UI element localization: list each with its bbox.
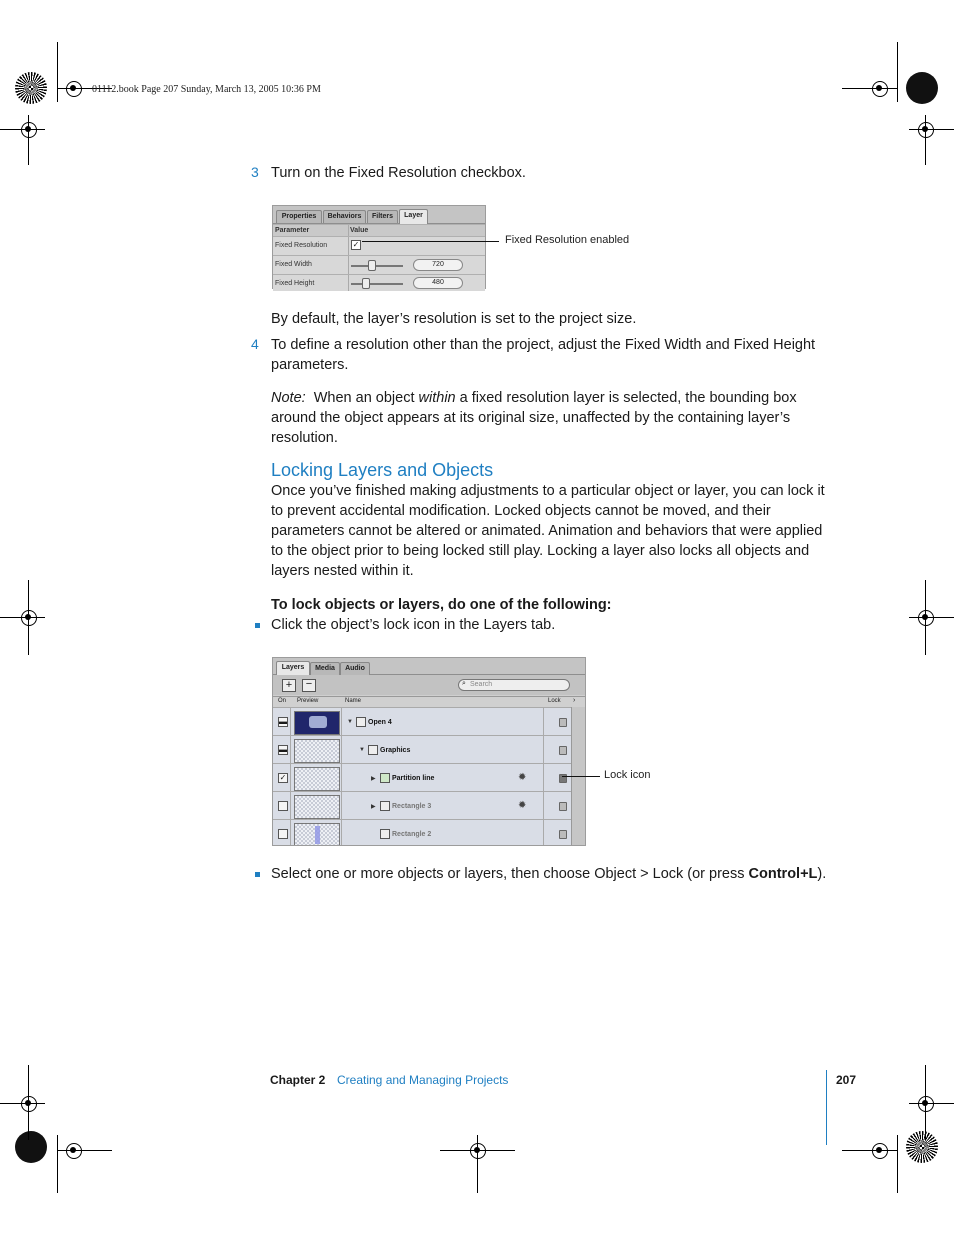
- value-column-header: Value: [350, 227, 369, 234]
- shape-object-icon: [380, 773, 390, 783]
- note-emphasis: within: [418, 390, 456, 406]
- fixed-resolution-row: [273, 236, 485, 255]
- layer-enable-checkbox[interactable]: [278, 801, 288, 811]
- disclosure-triangle-icon[interactable]: ▼: [347, 719, 353, 725]
- layer-enable-checkbox[interactable]: [278, 829, 288, 839]
- layers-toolbar: [273, 675, 585, 695]
- tab-media[interactable]: Media: [310, 662, 340, 675]
- print-stamp: 01112.book Page 207 Sunday, March 13, 2005 10:36 PM: [92, 84, 321, 95]
- bullet-item: Click the object’s lock icon in the Layers tab.: [271, 617, 556, 633]
- step-text: To define a resolution other than the project, adjust the Fixed Width and Fixed Height parameters.: [271, 337, 816, 373]
- fixed-height-value: 480: [432, 279, 444, 286]
- fixed-width-value: 720: [432, 261, 444, 268]
- fixed-resolution-label: Fixed Resolution: [275, 242, 328, 249]
- fixed-width-slider-track: [351, 265, 403, 267]
- column-header-row: [273, 224, 485, 236]
- layer-enable-checkbox[interactable]: ✓: [279, 773, 287, 782]
- column-on: On: [278, 698, 287, 704]
- bullet-icon: [255, 872, 260, 877]
- layer-preview-thumbnail: [294, 823, 340, 846]
- procedure-lead: To lock objects or layers, do one of the following:: [271, 597, 612, 613]
- footer-chapter: Chapter 2: [270, 1073, 326, 1087]
- layer-row-open-4[interactable]: [273, 707, 571, 736]
- layers-column-header: [273, 696, 585, 707]
- layers-panel: [272, 657, 586, 846]
- fixed-height-slider-track: [351, 283, 403, 285]
- shape-object-icon: [380, 829, 390, 839]
- tab-behaviors[interactable]: Behaviors: [323, 210, 366, 223]
- default-resolution-paragraph: By default, the layer’s resolution is set to the project size.: [271, 311, 637, 327]
- column-name: Name: [345, 698, 362, 704]
- keyboard-shortcut: Control+L: [748, 866, 818, 882]
- layer-preview-thumbnail: [294, 795, 340, 819]
- layer-enable-checkbox[interactable]: ▬: [279, 717, 287, 726]
- fixed-width-slider-knob[interactable]: [368, 260, 376, 271]
- fixed-height-field[interactable]: [413, 277, 463, 289]
- page-number: 207: [836, 1073, 857, 1087]
- search-placeholder: Search: [470, 681, 493, 688]
- lock-icon[interactable]: [559, 802, 567, 811]
- note-text-post: a fixed resolution layer is selected, the bounding box around the object appears at its original size, unaffected by the containing layer’s resolution.: [271, 390, 797, 446]
- add-layer-icon[interactable]: +: [282, 679, 296, 692]
- layer-row-rectangle-2[interactable]: [273, 819, 571, 846]
- bullet-text-post: ).: [817, 866, 827, 882]
- registration-sunburst-icon: [906, 1131, 938, 1163]
- tab-layer[interactable]: Layer: [399, 209, 428, 224]
- bullet-icon: [255, 623, 260, 628]
- registration-sunburst-icon: [906, 72, 938, 104]
- layer-preview-thumbnail: [294, 711, 340, 735]
- layer-preview-thumbnail: [294, 739, 340, 763]
- column-lock: Lock: [548, 698, 561, 704]
- tab-filters[interactable]: Filters: [367, 210, 398, 223]
- lock-icon[interactable]: [559, 718, 567, 727]
- step-number: 4: [251, 336, 259, 352]
- layer-name: Rectangle 3: [392, 803, 432, 810]
- step-number: 3: [251, 164, 259, 180]
- layer-name: Partition line: [392, 775, 435, 782]
- behavior-gear-icon[interactable]: ✹: [518, 800, 527, 811]
- section-intro: Once you’ve finished making adjustments to a particular object or layer, you can lock it to prevent accidental modification. Locked objects cannot be moved, and their parameters cannot be altered or animated. Animation and behaviors that were applied to the object prior to being locked still play. Locking a layer also locks all objects and layers nested within it.: [271, 483, 825, 579]
- inspector-tab-bar: [273, 206, 485, 224]
- layer-enable-checkbox[interactable]: ▬: [279, 745, 287, 754]
- fixed-width-label: Fixed Width: [275, 261, 312, 268]
- layer-name: Open 4: [368, 719, 392, 726]
- remove-layer-icon[interactable]: −: [302, 679, 316, 692]
- footer-chapter-title: Creating and Managing Projects: [337, 1073, 509, 1087]
- layer-preview-thumbnail: [294, 767, 340, 791]
- layers-tab-bar: [273, 658, 585, 675]
- note-text-pre: When an object: [313, 390, 415, 406]
- tab-audio[interactable]: Audio: [340, 662, 370, 675]
- bullet-text-pre: Select one or more objects or layers, then choose Object > Lock (or press: [271, 866, 745, 882]
- footer-rule: [826, 1070, 827, 1145]
- bullet-item: [271, 864, 826, 884]
- inspector-layer-panel: [272, 205, 486, 289]
- parameter-column-header: Parameter: [275, 227, 310, 234]
- shape-object-icon: [380, 801, 390, 811]
- tab-layers[interactable]: Layers: [276, 661, 310, 676]
- layer-row-graphics[interactable]: [273, 735, 571, 764]
- layer-name: Graphics: [380, 747, 411, 754]
- layer-row-partition-line[interactable]: [273, 763, 571, 792]
- lock-icon-callout: Lock icon: [604, 769, 651, 781]
- registration-sunburst-icon: [15, 1131, 47, 1163]
- tab-properties[interactable]: Properties: [276, 210, 322, 223]
- fixed-height-label: Fixed Height: [275, 280, 315, 287]
- layer-name: Rectangle 2: [392, 831, 432, 838]
- layer-stack-icon: [356, 717, 366, 727]
- column-preview: Preview: [297, 698, 319, 704]
- step-text: Turn on the Fixed Resolution checkbox.: [271, 165, 526, 181]
- note-label: Note:: [271, 390, 306, 406]
- lock-icon[interactable]: [559, 830, 567, 839]
- layer-row-rectangle-3[interactable]: [273, 791, 571, 820]
- disclosure-triangle-icon[interactable]: ▶: [371, 804, 376, 810]
- fixed-width-field[interactable]: [413, 259, 463, 271]
- behavior-gear-icon[interactable]: ✹: [518, 772, 527, 783]
- search-icon: ⌕: [462, 680, 466, 687]
- disclosure-triangle-icon[interactable]: ▶: [371, 776, 376, 782]
- fixed-resolution-checkbox[interactable]: ✓: [352, 240, 360, 249]
- fixed-resolution-callout: Fixed Resolution enabled: [505, 234, 630, 246]
- lock-icon[interactable]: [559, 746, 567, 755]
- disclosure-triangle-icon[interactable]: ▼: [359, 747, 365, 753]
- fixed-height-row: [273, 274, 485, 291]
- registration-sunburst-icon: [15, 72, 47, 104]
- chevron-right-icon[interactable]: ›: [573, 697, 576, 704]
- layer-stack-icon: [368, 745, 378, 755]
- note-paragraph: [271, 388, 811, 448]
- fixed-width-row: [273, 255, 485, 274]
- section-heading: Locking Layers and Objects: [271, 460, 494, 480]
- search-input[interactable]: [458, 679, 570, 691]
- callout-leader-line: [362, 241, 499, 242]
- callout-leader-line: [562, 776, 600, 777]
- fixed-height-slider-knob[interactable]: [362, 278, 370, 289]
